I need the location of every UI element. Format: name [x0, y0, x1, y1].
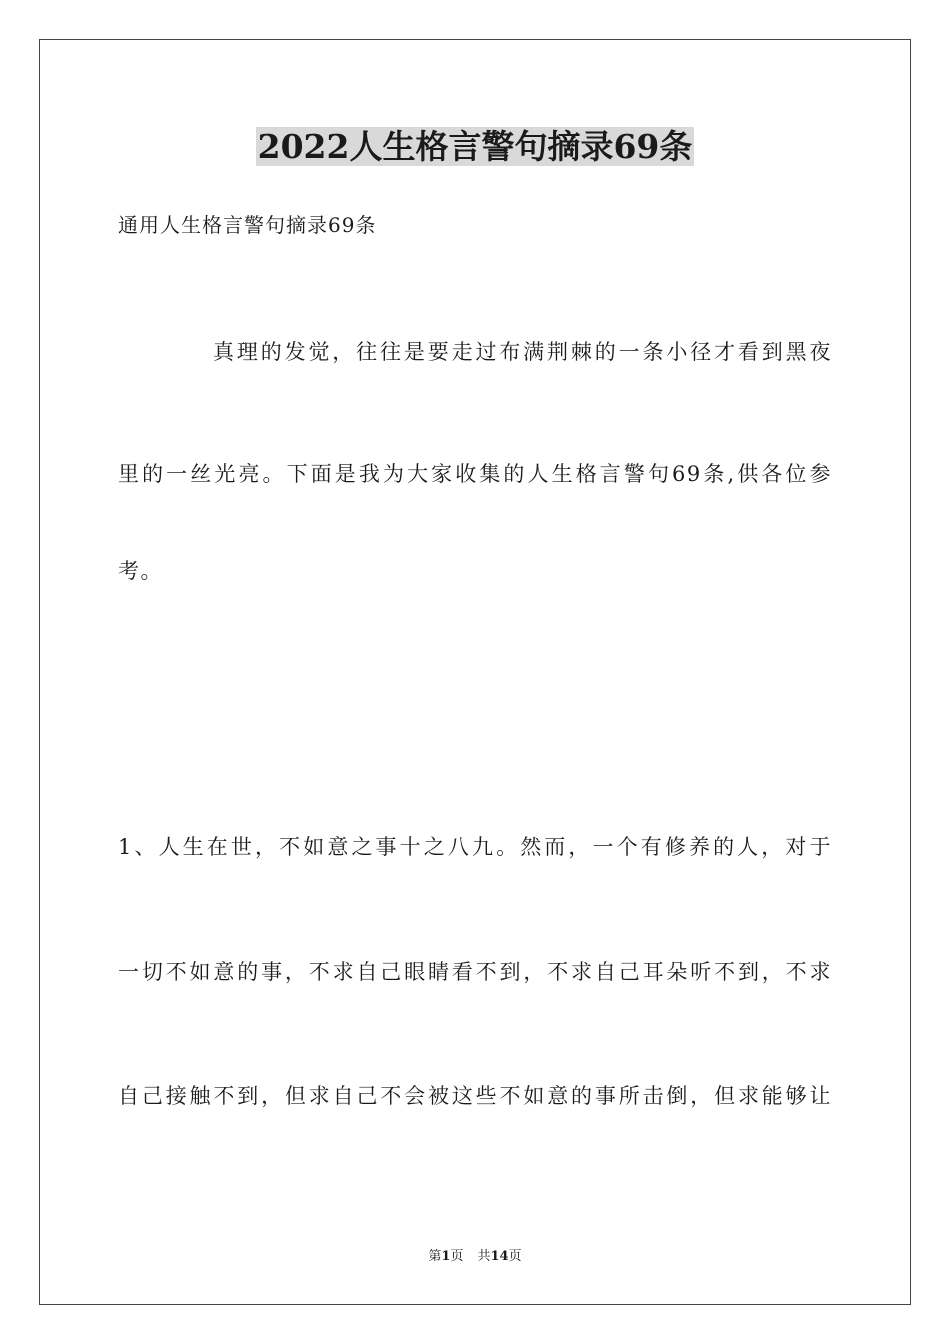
- footer-total-prefix: 共: [477, 1249, 491, 1264]
- document-title-text: 2022人生格言警句摘录69条: [257, 127, 693, 166]
- document-title: [0, 124, 950, 170]
- footer-page-prefix: 第: [428, 1249, 442, 1264]
- footer-page-total: 14: [490, 1249, 509, 1264]
- item-1-line-3: 自己接触不到，但求自己不会被这些不如意的事所击倒，但求能够让: [118, 1084, 832, 1108]
- footer-page-suffix: 页: [450, 1249, 464, 1264]
- intro-paragraph-line-2: 里的一丝光亮。下面是我为大家收集的人生格言警句69条,供各位参: [118, 462, 832, 486]
- item-1-line-2: 一切不如意的事，不求自己眼睛看不到，不求自己耳朵听不到，不求: [118, 960, 832, 984]
- intro-paragraph-line-1: 真理的发觉，往往是要走过布满荆棘的一条小径才看到黑夜: [213, 340, 832, 364]
- page-footer: [0, 1247, 950, 1267]
- footer-page-current: 1: [441, 1249, 451, 1264]
- footer-total-suffix: 页: [508, 1249, 522, 1264]
- intro-paragraph-line-3: 考。: [118, 559, 163, 583]
- document-subtitle: 通用人生格言警句摘录69条: [118, 213, 377, 237]
- item-1-line-1: 1、人生在世，不如意之事十之八九。然而，一个有修养的人，对于: [118, 835, 832, 859]
